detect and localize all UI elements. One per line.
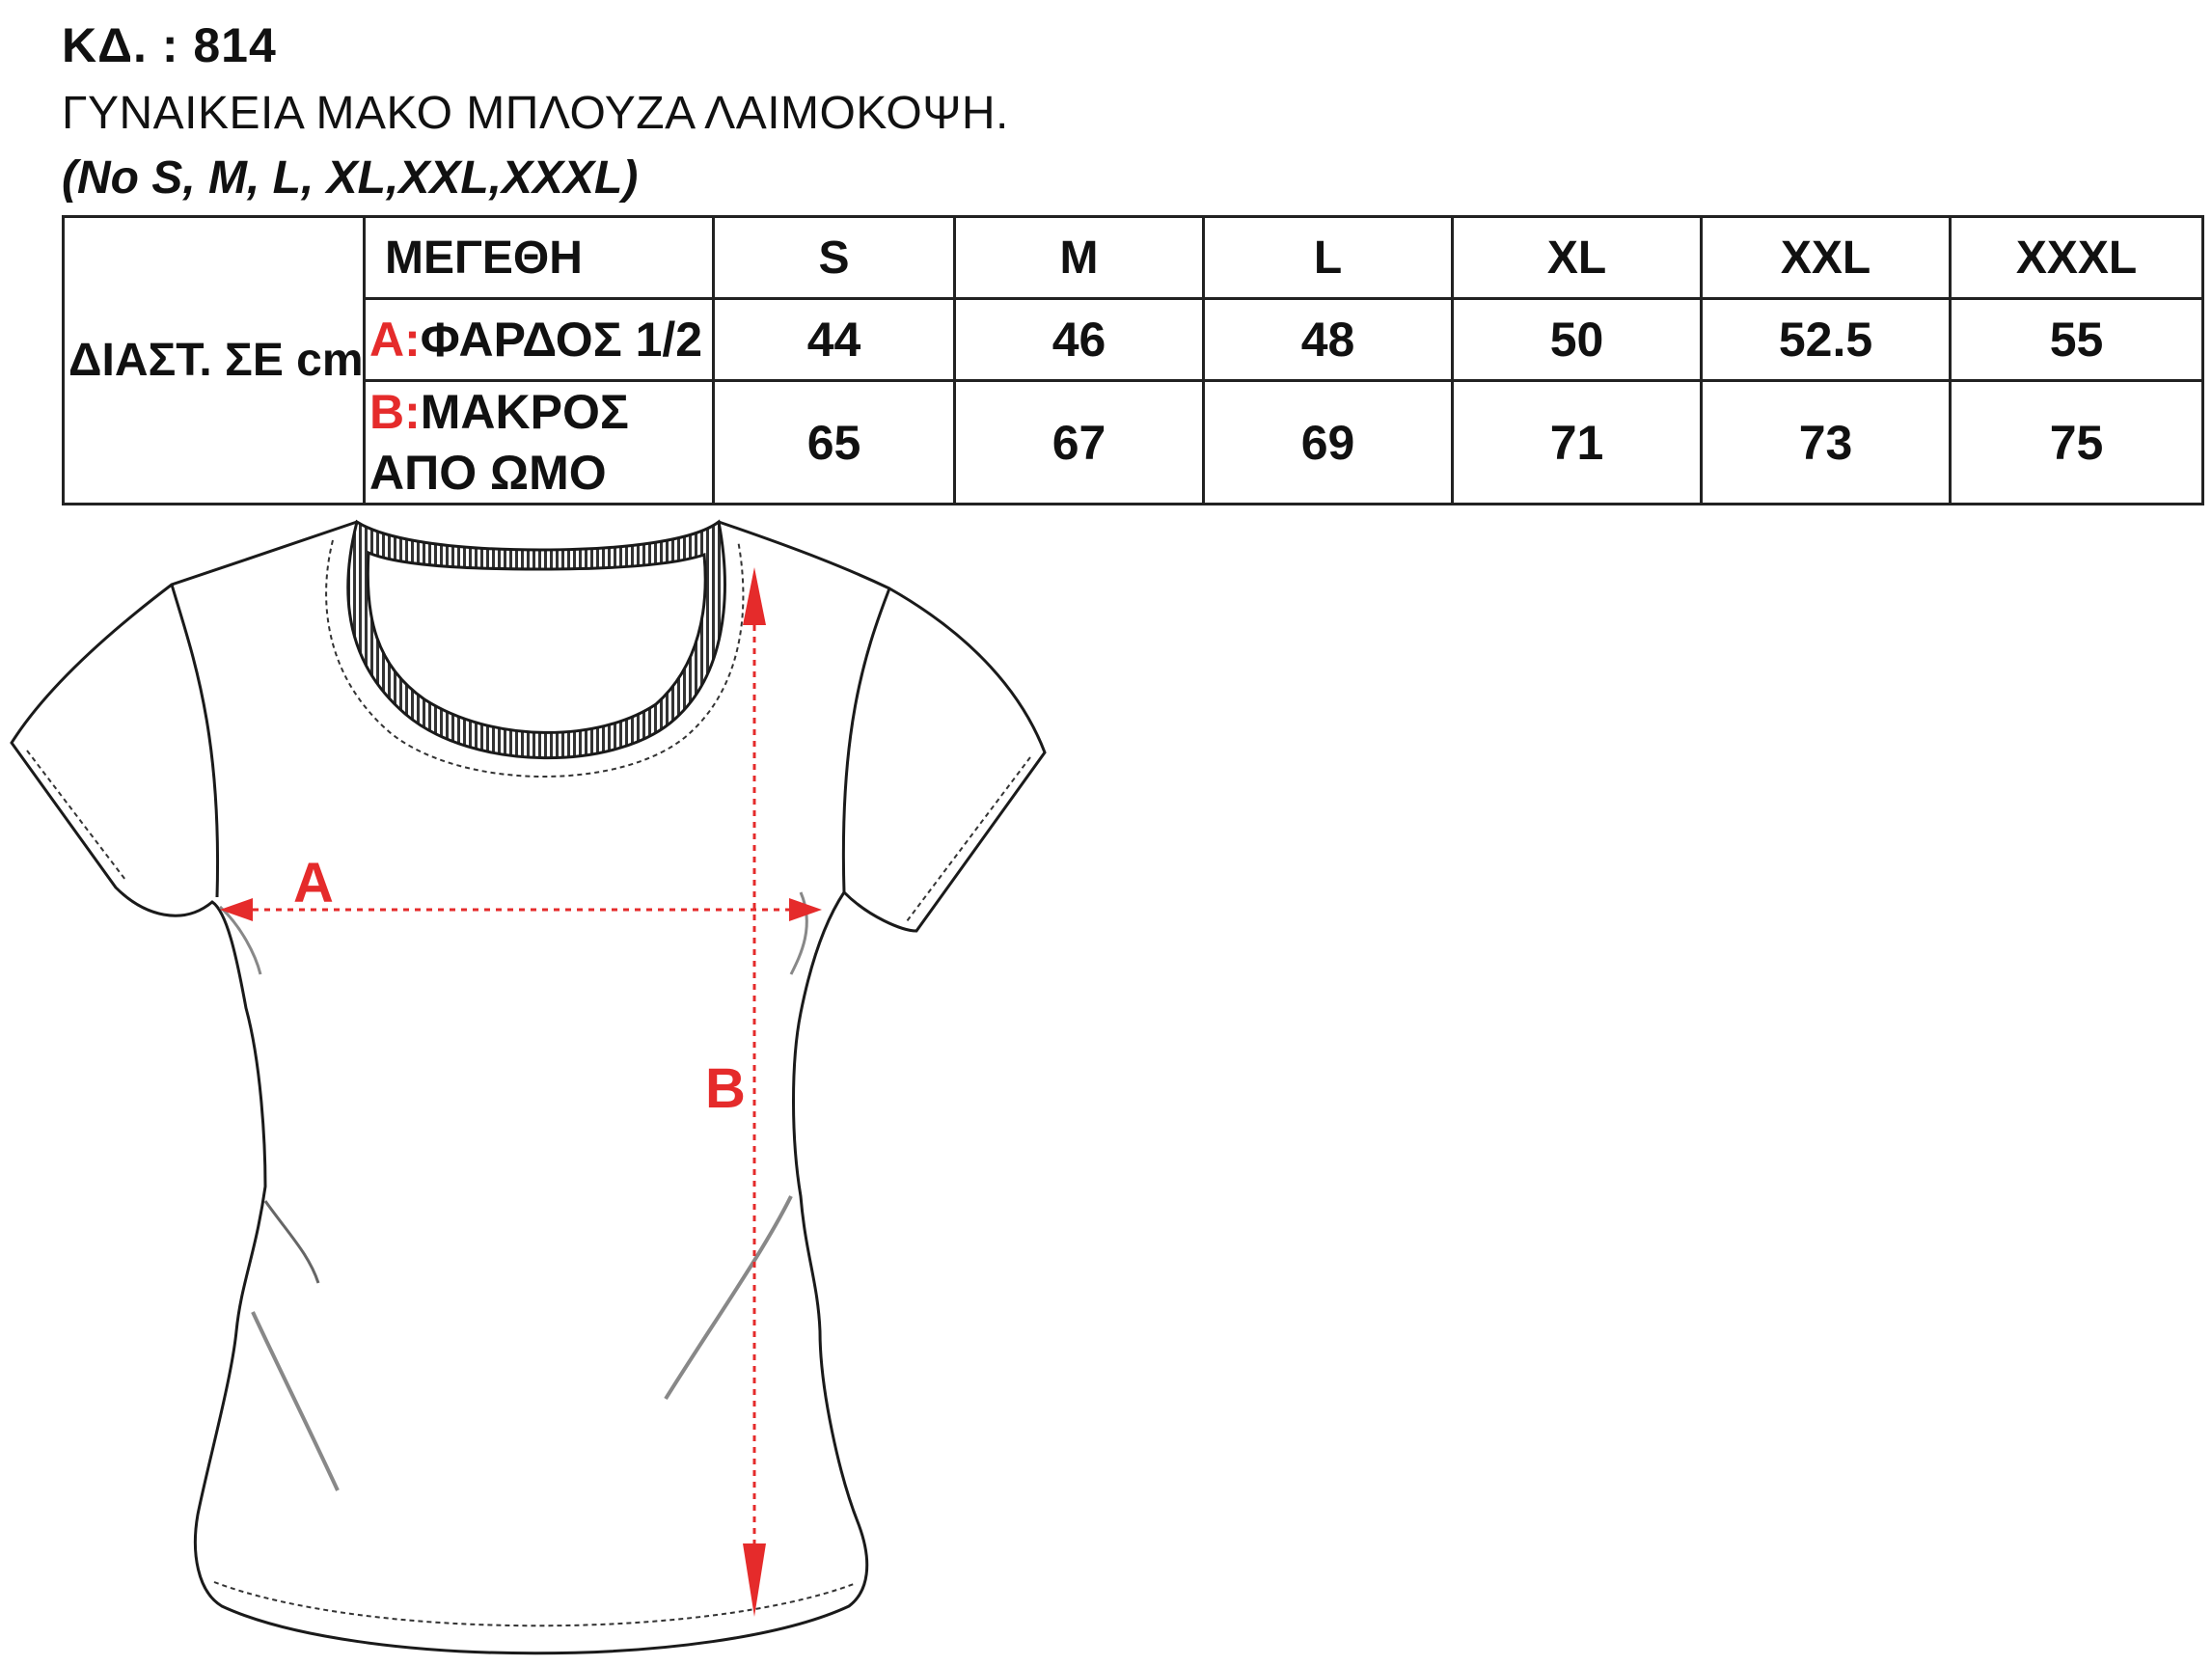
- tshirt-technical-drawing: [0, 502, 1080, 1659]
- left-sleeve-hem-stitch: [27, 751, 125, 880]
- measure-arrow-b-top: [743, 567, 766, 625]
- table-cell: 50: [1453, 299, 1702, 381]
- row-letter-b: B:: [369, 385, 421, 439]
- table-cell: 73: [1702, 381, 1951, 505]
- table-cell: 71: [1453, 381, 1702, 505]
- table-cell: 44: [714, 299, 955, 381]
- table-cell: 67: [955, 381, 1204, 505]
- product-description: ΓΥΝΑΙΚΕΙΑ ΜΑΚΟ ΜΠΛΟΥΖΑ ΛΑΙΜΟΚΟΨΗ.: [62, 88, 1009, 139]
- size-chart-table: [62, 215, 2204, 505]
- product-code: ΚΔ. : 814: [62, 18, 277, 72]
- size-column-header: XXXL: [1951, 217, 2203, 299]
- measurement-row-width: [64, 299, 2203, 381]
- table-cell: 52.5: [1702, 299, 1951, 381]
- fold-line: [253, 1312, 338, 1490]
- measure-label-a: A: [293, 852, 334, 915]
- size-column-header: XXL: [1702, 217, 1951, 299]
- table-cell: 75: [1951, 381, 2203, 505]
- right-armhole-seam: [843, 588, 889, 892]
- table-cell: 48: [1204, 299, 1453, 381]
- row-label-width: [365, 299, 714, 381]
- size-header-row: [64, 217, 2203, 299]
- fold-line: [220, 907, 260, 974]
- row-label-text: ΜΑΚΡΟΣ ΑΠΟ ΩΜΟ: [369, 385, 629, 500]
- size-column-header: XL: [1453, 217, 1702, 299]
- fold-line: [265, 1201, 318, 1283]
- size-column-header: M: [955, 217, 1204, 299]
- dimension-unit-label: ΔΙΑΣΤ. ΣΕ cm: [64, 217, 365, 505]
- measurement-row-length: [64, 381, 2203, 505]
- fold-line: [666, 1196, 791, 1399]
- right-sleeve-hem-stitch: [907, 757, 1030, 921]
- row-label-length: [365, 381, 714, 505]
- measure-arrow-b-bottom: [743, 1543, 766, 1617]
- table-cell: 65: [714, 381, 955, 505]
- measure-label-b: B: [705, 1057, 746, 1120]
- table-cell: 69: [1204, 381, 1453, 505]
- size-header-label: ΜΕΓΕΘΗ: [365, 217, 714, 299]
- size-column-header: L: [1204, 217, 1453, 299]
- table-cell: 55: [1951, 299, 2203, 381]
- left-armhole-seam: [172, 585, 218, 897]
- row-label-text: ΦΑΡΔΟΣ 1/2: [420, 312, 703, 367]
- available-sizes-note: (No S, M, L, XL,XXL,XXXL): [62, 152, 639, 204]
- row-letter-a: A:: [369, 312, 421, 367]
- size-column-header: S: [714, 217, 955, 299]
- table-cell: 46: [955, 299, 1204, 381]
